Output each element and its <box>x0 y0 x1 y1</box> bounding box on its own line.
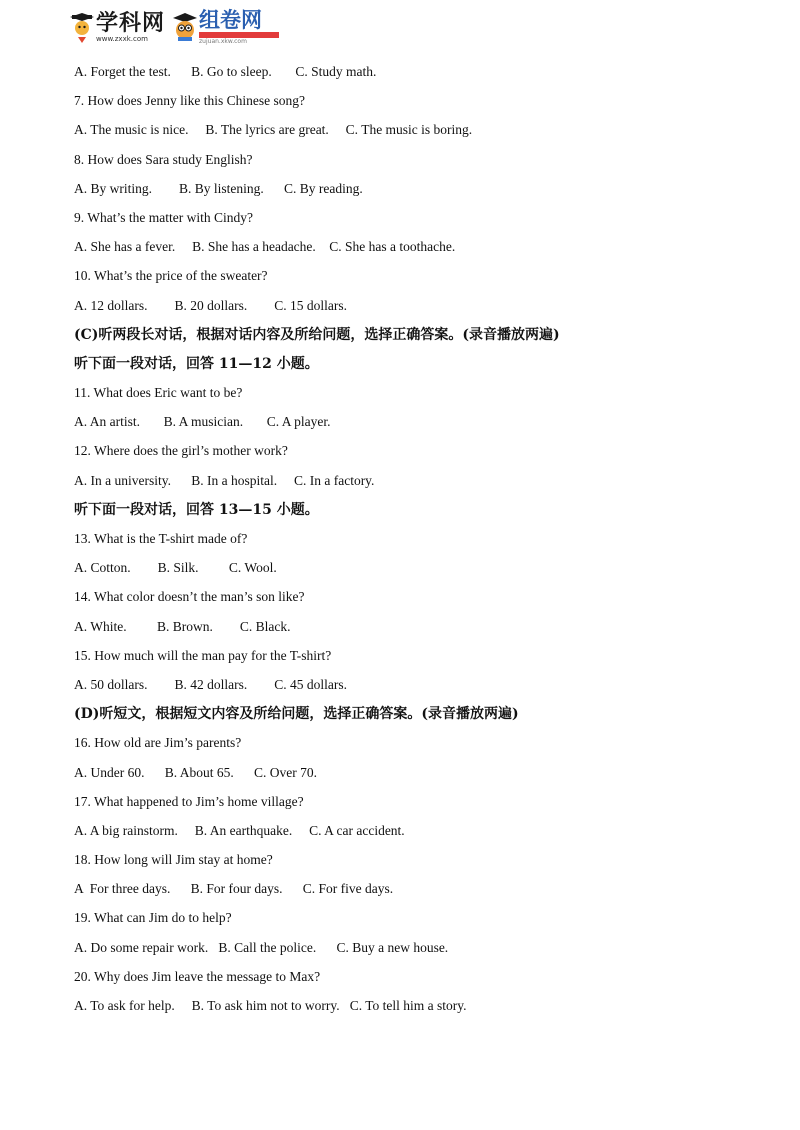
logo1-url: www.zxxk.com <box>96 34 148 43</box>
answer-options: A For three days. B. For four days. C. For five days. <box>74 881 394 897</box>
question-text: 8. How does Sara study English? <box>74 151 253 167</box>
answer-options: A. By writing. B. By listening. C. By reading. <box>74 180 363 196</box>
question-text: 7. How does Jenny like this Chinese song? <box>74 93 305 109</box>
answer-options: A. Under 60. B. About 65. C. Over 70. <box>74 764 317 780</box>
section-heading: (C)听两段长对话，根据对话内容及所给问题，选择正确答案。(录音播放两遍) <box>74 326 560 343</box>
mascot-icon <box>70 13 94 43</box>
question-text: 9. What’s the matter with Cindy? <box>74 209 253 225</box>
owl-icon <box>173 13 197 43</box>
question-text: 19. What can Jim do to help? <box>74 910 232 926</box>
logo1-title: 学科网 <box>96 10 166 36</box>
question-text: 13. What is the T-shirt made of? <box>74 531 248 546</box>
question-text: 17. What happened to Jim’s home village? <box>74 793 304 809</box>
question-text: 10. What’s the price of the sweater? <box>74 268 268 284</box>
logo2-url: zujuan.xkw.com <box>199 38 247 45</box>
zxxk-logo <box>70 10 166 43</box>
answer-options: A. 12 dollars. B. 20 dollars. C. 15 dollars. <box>74 297 347 313</box>
section-heading: 听下面一段对话，回答 13—15 小题。 <box>74 501 319 518</box>
answer-options: A. An artist. B. A musician. C. A player. <box>74 414 331 430</box>
answer-options: A. To ask for help. B. To ask him not to worry. C. To tell him a story. <box>74 998 467 1013</box>
answer-options: A. Cotton. B. Silk. C. Wool. <box>74 560 277 576</box>
question-text: 20. Why does Jim leave the message to Max? <box>74 968 321 984</box>
answer-options: A. A big rainstorm. B. An earthquake. C. A car accident. <box>74 822 405 838</box>
section-heading: (D)听短文，根据短文内容及所给问题，选择正确答案。(录音播放两遍) <box>74 706 519 723</box>
section-heading: 听下面一段对话，回答 11—12 小题。 <box>74 355 319 372</box>
answer-options: A. She has a fever. B. She has a headache. C. She has a toothache. <box>74 239 456 255</box>
question-text: 16. How old are Jim’s parents? <box>74 735 242 751</box>
answer-options: A. Do some repair work. B. Call the police. C. Buy a new house. <box>74 939 449 955</box>
answer-options: A. White. B. Brown. C. Black. <box>74 618 291 634</box>
logo-group <box>70 10 279 45</box>
answer-options: A. In a university. B. In a hospital. C. In a factory. <box>74 472 375 488</box>
answer-options: A. The music is nice. B. The lyrics are great. C. The music is boring. <box>74 122 473 138</box>
answer-options: A. 50 dollars. B. 42 dollars. C. 45 dollars. <box>74 676 347 692</box>
page-header <box>70 10 279 50</box>
question-text: 18. How long will Jim stay at home? <box>74 852 273 868</box>
logo2-title: 组卷网 <box>199 8 263 32</box>
answer-options: A. Forget the test. B. Go to sleep. C. Study math. <box>74 64 377 79</box>
question-text: 14. What color doesn’t the man’s son like? <box>74 589 305 605</box>
question-text: 11. What does Eric want to be? <box>74 385 243 401</box>
question-text: 12. Where does the girl’s mother work? <box>74 443 288 459</box>
exam-content <box>74 62 754 1025</box>
question-text: 15. How much will the man pay for the T-shirt? <box>74 647 332 663</box>
zujuan-logo <box>173 10 279 45</box>
